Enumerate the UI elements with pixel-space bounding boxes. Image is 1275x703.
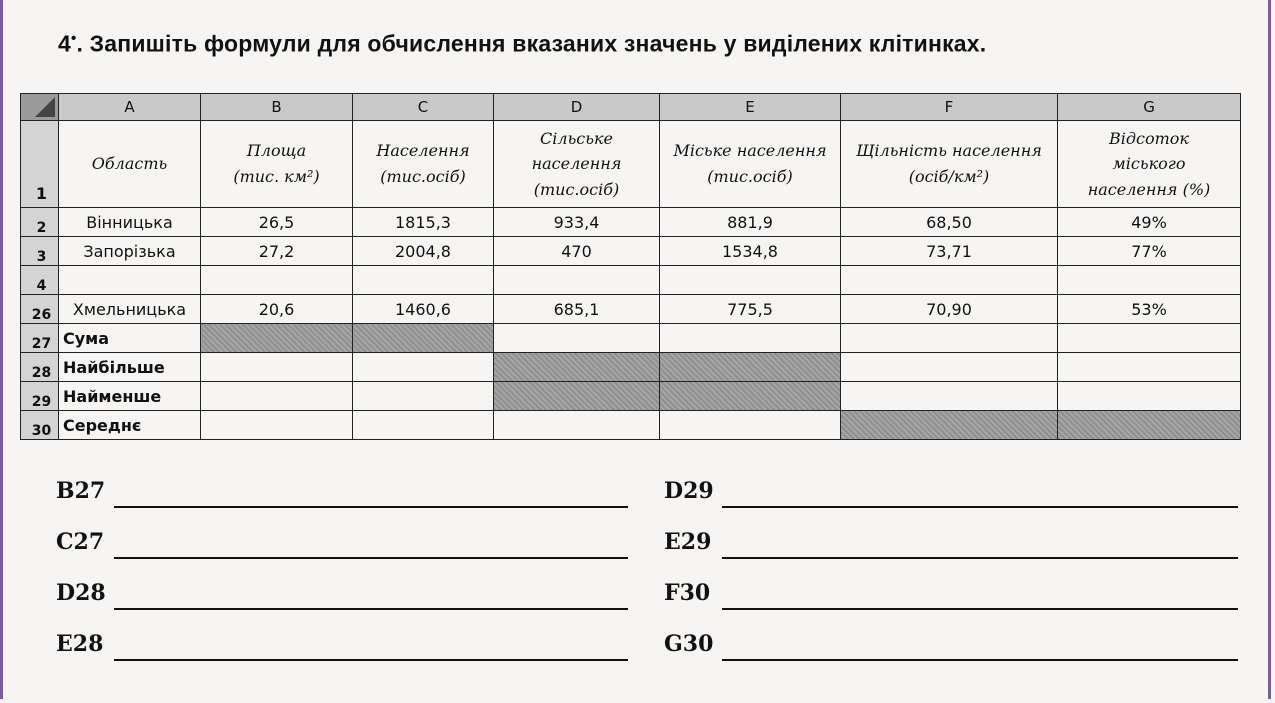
header-text: населення: [531, 154, 622, 174]
answer-f30: [664, 580, 710, 606]
cell-a3[interactable]: Запорізька: [59, 237, 201, 266]
cell-e30[interactable]: [660, 411, 841, 440]
answer-input-line[interactable]: [114, 659, 628, 661]
cell-g30[interactable]: [1058, 411, 1241, 440]
cell-b3[interactable]: 27,2: [201, 237, 353, 266]
column-header-row: [21, 94, 1241, 121]
cell-f29[interactable]: [841, 382, 1058, 411]
cell-c4[interactable]: [353, 266, 494, 295]
cell-b30[interactable]: [201, 411, 353, 440]
cell-d29[interactable]: [494, 382, 660, 411]
row-number[interactable]: 30: [21, 411, 59, 440]
cell-d28[interactable]: [494, 353, 660, 382]
answer-input-line[interactable]: [722, 557, 1238, 559]
header-text: населення (%): [1087, 179, 1211, 199]
cell-f26[interactable]: 70,90: [841, 295, 1058, 324]
cell-e28[interactable]: [660, 353, 841, 382]
cell-d26[interactable]: 685,1: [494, 295, 660, 324]
header-row: [21, 121, 1241, 208]
column-header-g[interactable]: G: [1058, 94, 1241, 121]
answer-input-line[interactable]: [114, 608, 628, 610]
header-cell-f[interactable]: [841, 121, 1058, 208]
table-row: [21, 382, 1241, 411]
cell-f3[interactable]: 73,71: [841, 237, 1058, 266]
header-text: (тис.осіб): [533, 179, 620, 199]
cell-b28[interactable]: [201, 353, 353, 382]
spreadsheet-table: [20, 93, 1241, 440]
table-row: [21, 411, 1241, 440]
cell-f27[interactable]: [841, 324, 1058, 353]
cell-c30[interactable]: [353, 411, 494, 440]
header-cell-c[interactable]: [353, 121, 494, 208]
answer-input-line[interactable]: [114, 557, 628, 559]
answer-label: E29: [664, 529, 712, 555]
table-row: [21, 237, 1241, 266]
header-text: Сільське: [540, 128, 613, 148]
cell-d27[interactable]: [494, 324, 660, 353]
cell-e3[interactable]: 1534,8: [660, 237, 841, 266]
cell-a4[interactable]: [59, 266, 201, 295]
header-cell-b[interactable]: [201, 121, 353, 208]
cell-f28[interactable]: [841, 353, 1058, 382]
cell-d2[interactable]: 933,4: [494, 208, 660, 237]
answer-e29: [664, 529, 711, 555]
header-text: (тис.осіб): [380, 167, 466, 186]
header-text: Область: [91, 154, 168, 174]
answer-c27: [56, 529, 104, 555]
row-number[interactable]: 4: [21, 266, 59, 295]
cell-e2[interactable]: 881,9: [660, 208, 841, 237]
header-cell-d[interactable]: [494, 121, 660, 208]
cell-f2[interactable]: 68,50: [841, 208, 1058, 237]
column-header-b[interactable]: B: [201, 94, 353, 121]
cell-a28[interactable]: Найбільше: [59, 353, 201, 382]
cell-c3[interactable]: 2004,8: [353, 237, 494, 266]
answer-input-line[interactable]: [722, 608, 1238, 610]
cell-a30[interactable]: Середнє: [59, 411, 201, 440]
header-cell-e[interactable]: [660, 121, 841, 208]
answer-label: E28: [56, 631, 104, 657]
cell-e26[interactable]: 775,5: [660, 295, 841, 324]
table-row: [21, 295, 1241, 324]
answer-d29: [664, 478, 714, 504]
answer-label: B27: [56, 478, 106, 504]
row-number[interactable]: 27: [21, 324, 59, 353]
cell-g28[interactable]: [1058, 353, 1241, 382]
cell-b26[interactable]: 20,6: [201, 295, 353, 324]
cell-g3[interactable]: 77%: [1058, 237, 1241, 266]
cell-c26[interactable]: 1460,6: [353, 295, 494, 324]
answer-g30: [664, 631, 713, 657]
cell-b27[interactable]: [201, 324, 353, 353]
cell-g29[interactable]: [1058, 382, 1241, 411]
header-text: (тис. км²): [233, 167, 320, 186]
cell-d4[interactable]: [494, 266, 660, 295]
row-number[interactable]: 3: [21, 237, 59, 266]
cell-a26[interactable]: Хмельницька: [59, 295, 201, 324]
cell-b29[interactable]: [201, 382, 353, 411]
cell-b2[interactable]: 26,5: [201, 208, 353, 237]
cell-d3[interactable]: 470: [494, 237, 660, 266]
task-title: 4•. Запишіть формули для обчислення вказаних значень у виділених клітинках.: [58, 30, 987, 57]
answer-label: G30: [664, 631, 714, 657]
table-row: [21, 324, 1241, 353]
cell-f30[interactable]: [841, 411, 1058, 440]
answer-label: F30: [664, 580, 711, 606]
header-cell-a[interactable]: [59, 121, 201, 208]
cell-e27[interactable]: [660, 324, 841, 353]
header-cell-g[interactable]: [1058, 121, 1241, 208]
row-number[interactable]: 26: [21, 295, 59, 324]
cell-b4[interactable]: [201, 266, 353, 295]
cell-c29[interactable]: [353, 382, 494, 411]
cell-d30[interactable]: [494, 411, 660, 440]
answer-label: C27: [56, 529, 105, 555]
cell-a27[interactable]: Сума: [59, 324, 201, 353]
select-all-corner[interactable]: [21, 94, 59, 121]
row-number: 1: [21, 121, 59, 208]
cell-c2[interactable]: 1815,3: [353, 208, 494, 237]
cell-g26[interactable]: 53%: [1058, 295, 1241, 324]
answer-label: D28: [56, 580, 106, 606]
answer-input-line[interactable]: [722, 659, 1238, 661]
cell-g4[interactable]: [1058, 266, 1241, 295]
answer-d28: [56, 580, 106, 606]
header-text: Щільність населення: [856, 141, 1042, 161]
column-header-f[interactable]: F: [841, 94, 1058, 121]
cell-a29[interactable]: Найменше: [59, 382, 201, 411]
answer-e28: [56, 631, 103, 657]
cell-c28[interactable]: [353, 353, 494, 382]
header-text: Міське населення: [673, 141, 827, 161]
answer-input-line[interactable]: [722, 506, 1238, 508]
cell-a2[interactable]: Вінницька: [59, 208, 201, 237]
row-number[interactable]: 2: [21, 208, 59, 237]
row-number[interactable]: 28: [21, 353, 59, 382]
answer-input-line[interactable]: [114, 506, 628, 508]
cell-f4[interactable]: [841, 266, 1058, 295]
header-text: (тис.осіб): [707, 167, 793, 186]
cell-c27[interactable]: [353, 324, 494, 353]
column-header-e[interactable]: E: [660, 94, 841, 121]
column-header-a[interactable]: A: [59, 94, 201, 121]
header-text: міського: [1112, 154, 1186, 174]
header-text: Площа: [246, 141, 307, 161]
header-text: Населення: [376, 141, 470, 161]
answer-b27: [56, 478, 105, 504]
column-header-d[interactable]: D: [494, 94, 660, 121]
header-text: Відсоток: [1109, 128, 1189, 148]
column-header-c[interactable]: C: [353, 94, 494, 121]
cell-e4[interactable]: [660, 266, 841, 295]
cell-g27[interactable]: [1058, 324, 1241, 353]
table-row: [21, 353, 1241, 382]
cell-g2[interactable]: 49%: [1058, 208, 1241, 237]
table-row: [21, 208, 1241, 237]
row-number[interactable]: 29: [21, 382, 59, 411]
answer-label: D29: [664, 478, 714, 504]
header-text: (осіб/км²): [908, 167, 990, 186]
cell-e29[interactable]: [660, 382, 841, 411]
table-row: [21, 266, 1241, 295]
